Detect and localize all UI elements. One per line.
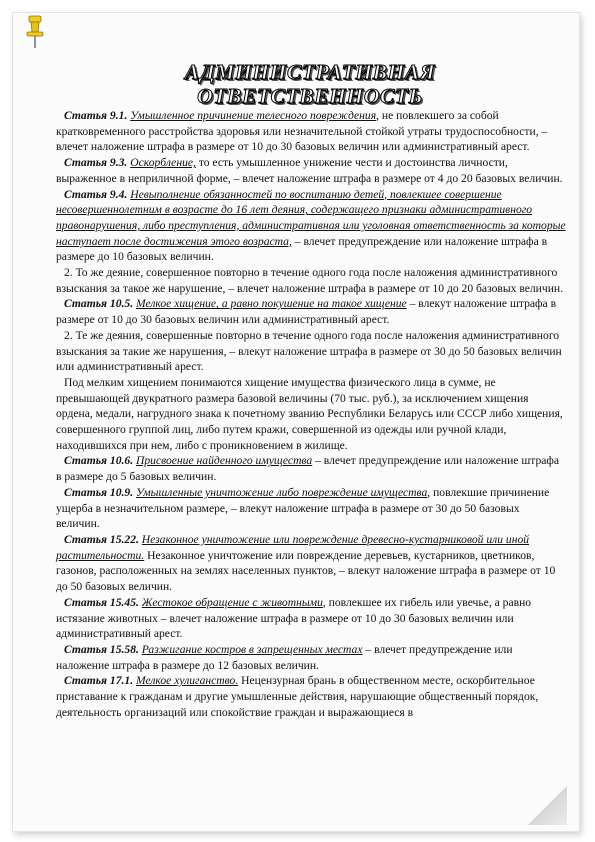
article-text: 2. Те же деяния, совершенные повторно в течение одного года после наложения административного взыскания за такие же нарушения, – влекут наложение штрафа в размере от 30 до 50 базовых величин или административный арест. — [56, 328, 562, 374]
article-text: , не повлекшего за собой кратковременного расстройства здоровья или незначительной стойкой утраты трудоспособности, – влечет наложение штрафа в размере от 10 до 30 базовых величин или административный арест. — [56, 109, 548, 154]
article-paragraph — [56, 485, 566, 532]
article-text: 2. То же деяние, совершенное повторно в течение одного года после наложения административного взыскания за такое же нарушение, – влечет наложение штрафа в размере от 10 до 20 базовых величин. — [56, 266, 564, 295]
title-line-1: АДМИНИСТРАТИВНАЯ — [184, 60, 436, 84]
article-number: Статья 15.58. — [64, 642, 139, 656]
article-subject: Оскорбление, — [130, 156, 196, 170]
article-text: то есть умышленное унижение чести и достоинства личности, выраженное в неприличной форме, – влечет наложение штрафа в размере от 4 до 20 базовых величин. — [56, 156, 563, 185]
article-subject: Разжигание костров в запрещенных местах — [141, 642, 363, 656]
article-subject: Незаконное уничтожение или повреждение древесно-кустарниковой или иной растительности. — [56, 532, 530, 562]
article-subject: Невыполнение обязанностей по воспитанию детей, повлекшее совершение несовершеннолетним в возрасте до 16 лет деяния, содержащего признаки административного правонарушения, либо преступления, административная или уголовная ответственность за которые наступает после достижения этого возраста, — [56, 187, 566, 248]
page-curl — [527, 785, 567, 825]
article-text: – влечет предупреждение или наложение штрафа в размере до 12 базовых величин. — [56, 642, 513, 672]
article-subject: Умышленное причинение телесного повреждения — [130, 109, 377, 122]
article-paragraph — [56, 642, 566, 673]
article-paragraph — [56, 595, 566, 642]
article-text: Незаконное уничтожение или повреждение деревьев, кустарников, цветников, газонов, расположенных на землях населенных пунктов, – влекут наложение штрафа в размере от 10 до 50 базовых величин. — [56, 548, 556, 594]
article-text: Под мелким хищением понимаются хищение имущества физического лица в сумме, не превышающей двукратного размера базовой величины (70 тыс. руб.), за исключением хищения ордена, медали, нагрудного знака к почетному званию Республики Беларусь или СССР либо хищения, совершенного группой лиц, либо путем кражи, совершенной из одежды или ручной клади, находившихся при нем, либо с проникновением в жилище. — [56, 375, 563, 452]
article-subject: Мелкое хищение, а равно покушение на такое хищение — [136, 297, 407, 311]
article-number: Статья 15.45. — [64, 595, 139, 609]
article-paragraph — [56, 375, 566, 454]
article-paragraph — [56, 673, 566, 720]
article-list — [56, 108, 566, 720]
article-paragraph — [56, 328, 566, 375]
article-paragraph — [56, 296, 566, 327]
page-title — [160, 60, 460, 108]
article-text: – влечет предупреждение или наложение штрафа в размере до 5 базовых величин. — [56, 454, 560, 484]
article-text: – влечет предупреждение или наложение штрафа в размере до 10 базовых величин. — [56, 234, 548, 264]
push-pin-icon — [24, 14, 46, 50]
article-number: Статья 9.4. — [64, 187, 128, 201]
article-subject: Мелкое хулиганство. — [136, 674, 239, 688]
article-text: Нецензурная брань в общественном месте, оскорбительное приставание к гражданам и другие умышленные действия, нарушающие общественный порядок, деятельность организаций или спокойствие граждан и выражающиеся в — [56, 674, 539, 719]
article-paragraph — [56, 187, 566, 266]
article-subject: Жестокое обращение с животными — [141, 595, 323, 609]
article-number: Статья 10.6. — [64, 454, 134, 468]
article-paragraph — [56, 108, 566, 155]
article-paragraph — [56, 532, 566, 595]
article-subject: Присвоение найденного имущества — [136, 454, 313, 468]
article-text: – влекут наложение штрафа в размере от 10 до 30 базовых величин или административный арест. — [56, 297, 557, 327]
article-subject: Умышленные уничтожение либо повреждение имущества — [136, 485, 428, 499]
article-number: Статья 15.22. — [64, 532, 139, 546]
article-number: Статья 10.9. — [64, 485, 134, 499]
article-paragraph — [56, 155, 566, 186]
article-number: Статья 10.5. — [64, 297, 134, 311]
article-number: Статья 9.3. — [64, 156, 128, 170]
article-text: , повлекшее их гибель или увечье, а равно истязание животных – влечет наложение штрафа в размере от 10 до 30 базовых величин или административный арест. — [56, 595, 532, 641]
article-paragraph — [56, 265, 566, 296]
article-number: Статья 17.1. — [64, 674, 134, 688]
article-number: Статья 9.1. — [64, 109, 128, 122]
article-paragraph — [56, 453, 566, 484]
article-text: , повлекшие причинение ущерба в незначительном размере, – влекут наложение штрафа в размере от 30 до 50 базовых величин. — [56, 485, 550, 531]
title-line-2: ОТВЕТСТВЕННОСТЬ — [197, 84, 423, 108]
